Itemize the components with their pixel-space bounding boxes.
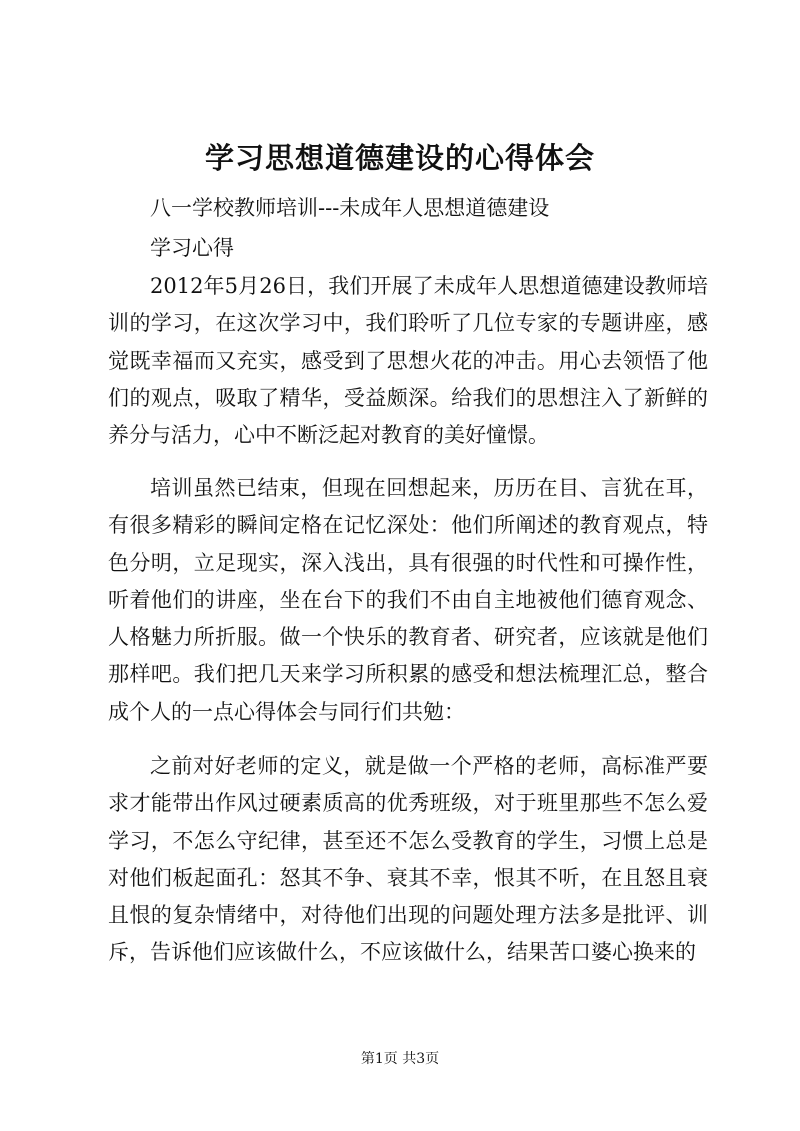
body-paragraph: 2012年5月26日，我们开展了未成年人思想道德建设教师培训的学习，在这次学习中，我们聆听了几位专家的专题讲座，感觉既幸福而又充实，感受到了思想火花的冲击。用心去领悟了他们的观点，吸取了精华，受益颇深。给我们的思想注入了新鲜的养分与活力，心中不断泛起对教育的美好憧憬。 <box>108 274 708 448</box>
subtitle-line-2: 学习心得 <box>150 236 234 260</box>
page-indicator: 第1页 共3页 <box>360 1051 440 1067</box>
document-title: 学习思想道德建设的心得体会 <box>204 141 595 175</box>
subtitle-line-1: 八一学校教师培训---未成年人思想道德建设 <box>150 196 550 220</box>
body-paragraph: 之前对好老师的定义，就是做一个严格的老师，高标准严要求才能带出作风过硬素质高的优秀班级，对于班里那些不怎么爱学习，不怎么守纪律，甚至还不怎么受教育的学生，习惯上总是对他们板起面孔：怒其不争、衰其不幸，恨其不听，在且怒且衰且恨的复杂情绪中，对待他们出现的问题处理方法多是批评、训斥，告诉他们应该做什么，不应该做什么，结果苦口婆心换来的 <box>108 754 708 965</box>
body-paragraph: 培训虽然已结束，但现在回想起来，历历在目、言犹在耳，有很多精彩的瞬间定格在记忆深处：他们所阐述的教育观点，特色分明，立足现实，深入浅出，具有很强的时代性和可操作性，听着他们的讲座，坐在台下的我们不由自主地被他们德育观念、人格魅力所折服。做一个快乐的教育者、研究者，应该就是他们那样吧。我们把几天来学习所积累的感受和想法梳理汇总，整合成个人的一点心得体会与同行们共勉： <box>108 476 708 724</box>
